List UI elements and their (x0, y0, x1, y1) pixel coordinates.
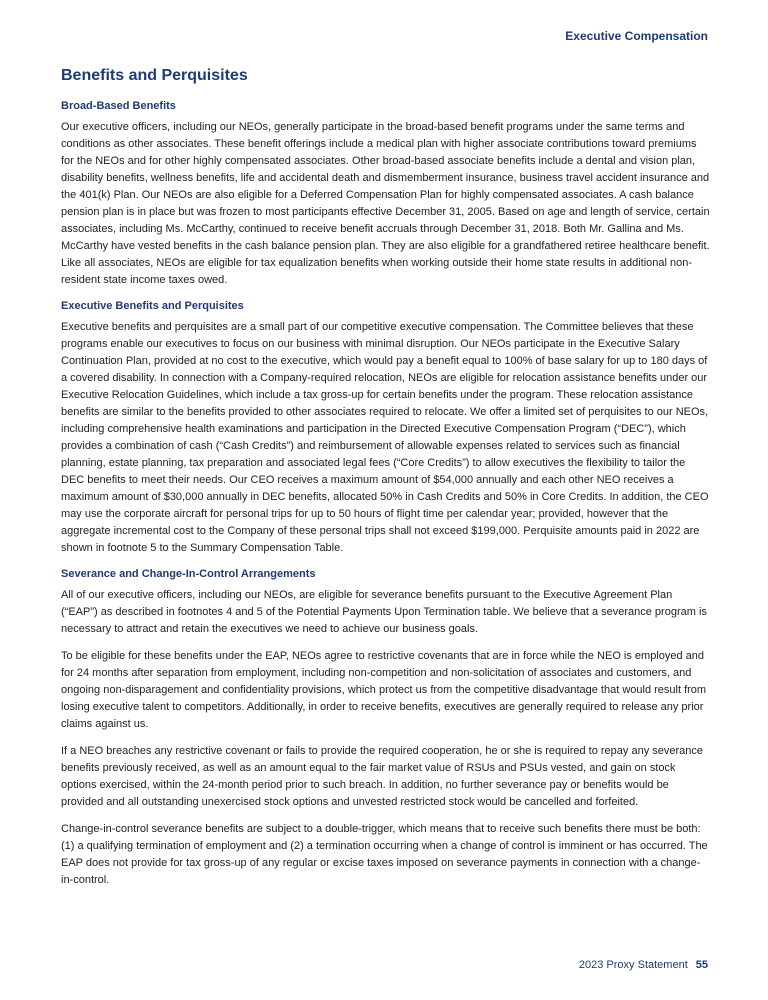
section-severance (61, 567, 711, 889)
page-footer (579, 959, 708, 971)
section-executive-benefits (61, 299, 711, 557)
running-head: Executive Compensation (565, 29, 708, 43)
content (61, 66, 711, 899)
paragraph: To be eligible for these benefits under the EAP, NEOs agree to restrictive covenants that are in force while the NEO is employed and for 24 months after separation from employment, including non-competition and non-solicitation of associates and customers, and ongoing non-disparagement and confidentiality provisions, which protect us from the competitive disadvantage that would result from losing executive talent to competitors. Additionally, in order to receive benefits, executives are generally required to release any prior claims against us. (61, 650, 707, 730)
page-number: 55 (695, 959, 708, 971)
section-broad-based-benefits (61, 99, 711, 289)
paragraph: If a NEO breaches any restrictive covenant or fails to provide the required cooperation, he or she is required to repay any severance benefits previously received, as well as an amount equal to the fair market value of RSUs and PSUs vested, and gain on stock options exercised, within the 24-month period prior to such breach. In addition, no further severance pay or benefits would be provided and all outstanding unexercised stock options and unvested restricted stock would be cancelled and forfeited. (61, 745, 704, 808)
paragraph: All of our executive officers, including our NEOs, are eligible for severance benefits pursuant to the Executive Agreement Plan (“EAP”) as described in footnotes 4 and 5 of the Potential Payments Upon Termination table. We believe that a severance program is necessary to attract and retain the executives we need to achieve our business goals. (61, 589, 707, 635)
section-heading: Broad-Based Benefits (61, 100, 176, 112)
paragraph: Change-in-control severance benefits are subject to a double-trigger, which means that to receive such benefits there must be both: (1) a qualifying termination of employment and (2) a termination occurring when a change of control is imminent or has occurred. The EAP does not provide for tax gross-up of any regular or excise taxes imposed on severance payments in connection with a change-in-control. (61, 823, 708, 886)
page-title: Benefits and Perquisites (61, 67, 248, 84)
section-heading: Executive Benefits and Perquisites (61, 300, 244, 312)
paragraph: Executive benefits and perquisites are a small part of our competitive executive compensation. The Committee believes that these programs enable our executives to focus on our business with minimal disruption. Our NEOs participate in the Executive Salary Continuation Plan, provided at no cost to the executive, which would pay a benefit equal to 100% of base salary for up to 180 days of a covered disability. In connection with a Company-required relocation, NEOs are eligible for relocation assistance benefits under our Executive Relocation Guidelines, which include a tax gross-up for certain benefits under the program. These relocation assistance benefits are similar to the benefits provided to other associates required to relocate. We offer a limited set of perquisites to our NEOs, including comprehensive health examinations and participation in the Directed Executive Compensation Program (“DEC”), which provides a combination of cash (“Cash Credits”) and reimbursement of allowable expenses related to services such as financial planning, estate planning, tax preparation and associated legal fees (“Core Credits”) to allow executives the flexibility to tailor the DEC benefits to meet their needs. Our CEO receives a maximum amount of $54,000 annually and each other NEO receives a maximum amount of $30,000 annually in DEC benefits, allocated 50% in Cash Credits and 50% in Core Credits. In addition, the CEO may use the corporate aircraft for personal trips for up to 50 hours of flight time per calendar year; provided, however that the aggregate incremental cost to the Company of these personal trips shall not exceed $199,000. Perquisite amounts paid in 2022 are shown in footnote 5 to the Summary Compensation Table. (61, 321, 709, 554)
footer-doc-title: 2023 Proxy Statement (578, 959, 688, 971)
section-heading: Severance and Change-In-Control Arrangements (61, 568, 316, 580)
paragraph: Our executive officers, including our NEOs, generally participate in the broad-based benefit programs under the same terms and conditions as other associates. These benefit offerings include a medical plan with higher associate contributions toward premiums for the NEOs and for other highly compensated associates. Other broad-based associate benefits include a dental and vision plan, disability benefits, wellness benefits, life and accidental death and dismemberment insurance, business travel accident insurance and the 401(k) Plan. Our NEOs are also eligible for a Deferred Compensation Plan for highly compensated associates. A cash balance pension plan is in place but was frozen to most participants effective December 31, 2005. Based on age and length of service, certain associates, including Ms. McCarthy, continued to receive benefit accruals through December 31, 2018. Both Mr. Gallina and Ms. McCarthy have vested benefits in the cash balance pension plan. They are also eligible for a grandfathered retiree healthcare benefit. Like all associates, NEOs are eligible for tax equalization benefits when working outside their home state results in additional non-resident state income taxes owed. (61, 121, 710, 286)
